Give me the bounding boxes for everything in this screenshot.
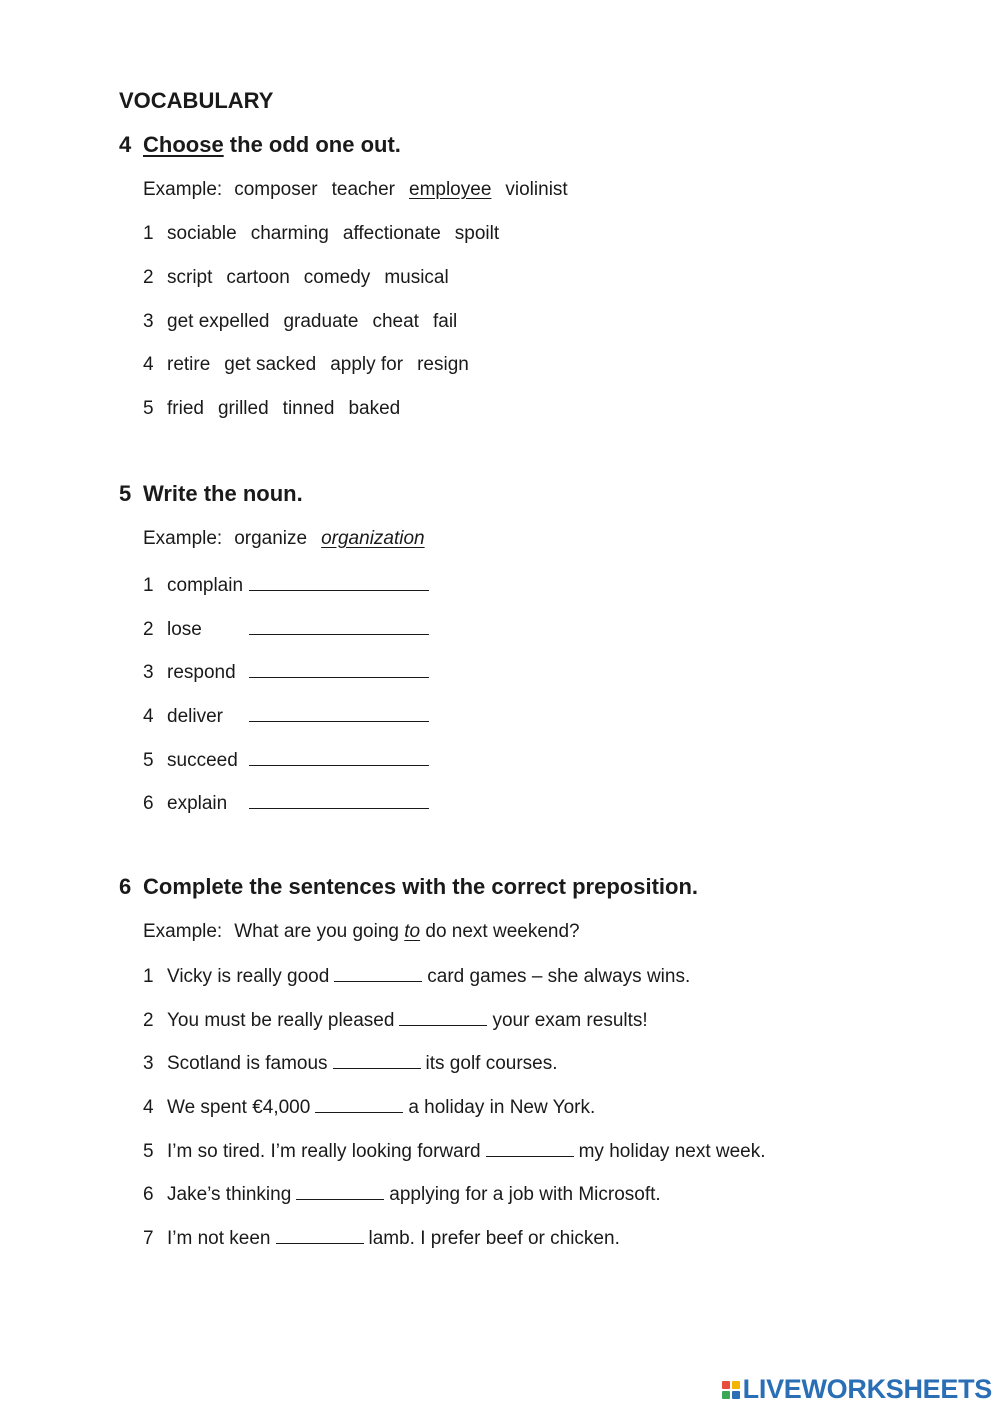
list-item: 3 get expelled graduate cheat fail — [143, 311, 458, 332]
word-option[interactable]: get expelled — [167, 311, 270, 332]
word-option[interactable]: sociable — [167, 223, 237, 244]
answer-blank[interactable] — [249, 572, 429, 591]
answer-blank[interactable] — [249, 659, 429, 678]
answer-blank[interactable] — [249, 747, 429, 766]
logo-text: LIVEWORKSHEETS — [742, 1374, 992, 1404]
list-item: 2 script cartoon comedy musical — [143, 267, 449, 288]
word-option[interactable]: affectionate — [342, 223, 441, 244]
word-option[interactable]: fail — [432, 311, 458, 332]
list-item: 6 explain — [143, 790, 429, 815]
list-item: 1 Vicky is really good card games – she always wins. — [143, 966, 691, 987]
word-option[interactable]: cheat — [372, 311, 419, 332]
section-6-example: Example: What are you going to do next weekend? — [143, 921, 580, 942]
list-item: 5 fried grilled tinned baked — [143, 398, 401, 419]
word-option[interactable]: cartoon — [226, 267, 290, 288]
answer-blank[interactable] — [249, 703, 429, 722]
list-item: 5 succeed — [143, 747, 429, 772]
list-item: 2 lose — [143, 616, 429, 641]
word-option[interactable]: script — [167, 267, 213, 288]
section-5-title: 5 Write the noun. — [119, 481, 303, 506]
word-option[interactable]: spoilt — [454, 223, 500, 244]
answer-blank[interactable] — [296, 1183, 384, 1200]
word-option[interactable]: tinned — [282, 398, 335, 419]
list-item: 1 sociable charming affectionate spoilt — [143, 223, 500, 244]
answer-blank[interactable] — [249, 616, 429, 635]
word-option[interactable]: retire — [167, 354, 211, 375]
example-answer: organization — [321, 528, 425, 549]
word-option[interactable]: resign — [417, 354, 469, 375]
list-item: 4 We spent €4,000 a holiday in New York. — [143, 1097, 596, 1118]
word-option[interactable]: fried — [167, 398, 204, 419]
page-heading: VOCABULARY — [119, 88, 274, 113]
list-item: 2 You must be really pleased your exam results! — [143, 1010, 648, 1031]
word-option[interactable]: comedy — [303, 267, 371, 288]
word-option[interactable]: charming — [250, 223, 329, 244]
word-option[interactable]: graduate — [283, 311, 359, 332]
word-option[interactable]: get sacked — [224, 354, 317, 375]
list-item: 6 Jake’s thinking applying for a job with Microsoft. — [143, 1184, 661, 1205]
list-item: 3 respond — [143, 659, 429, 684]
answer-blank[interactable] — [486, 1140, 574, 1157]
list-item: 1 complain — [143, 572, 429, 597]
list-item: 3 Scotland is famous its golf courses. — [143, 1053, 558, 1074]
answer-blank[interactable] — [334, 965, 422, 982]
example-answer: employee — [409, 179, 492, 200]
answer-blank[interactable] — [399, 1009, 487, 1026]
answer-blank[interactable] — [315, 1096, 403, 1113]
list-item: 5 I’m so tired. I’m really looking forward my holiday next week. — [143, 1141, 766, 1162]
example-answer: to — [404, 921, 421, 942]
list-item: 4 deliver — [143, 703, 429, 728]
section-4-example: Example: composer teacher employee violinist — [143, 179, 568, 200]
list-item: 7 I’m not keen lamb. I prefer beef or chicken. — [143, 1228, 620, 1249]
list-item: 4 retire get sacked apply for resign — [143, 354, 469, 375]
answer-blank[interactable] — [276, 1227, 364, 1244]
answer-blank[interactable] — [333, 1052, 421, 1069]
liveworksheets-logo-icon — [722, 1381, 740, 1399]
section-6-title: 6 Complete the sentences with the correct preposition. — [119, 874, 698, 899]
section-4-title: 4 Choose the odd one out. — [119, 132, 401, 157]
liveworksheets-logo[interactable] — [722, 1374, 992, 1405]
word-option[interactable]: baked — [348, 398, 401, 419]
word-option[interactable]: grilled — [217, 398, 269, 419]
word-option[interactable]: musical — [384, 267, 449, 288]
word-option[interactable]: apply for — [330, 354, 404, 375]
section-5-example: Example: organize organization — [143, 528, 425, 549]
answer-blank[interactable] — [249, 790, 429, 809]
